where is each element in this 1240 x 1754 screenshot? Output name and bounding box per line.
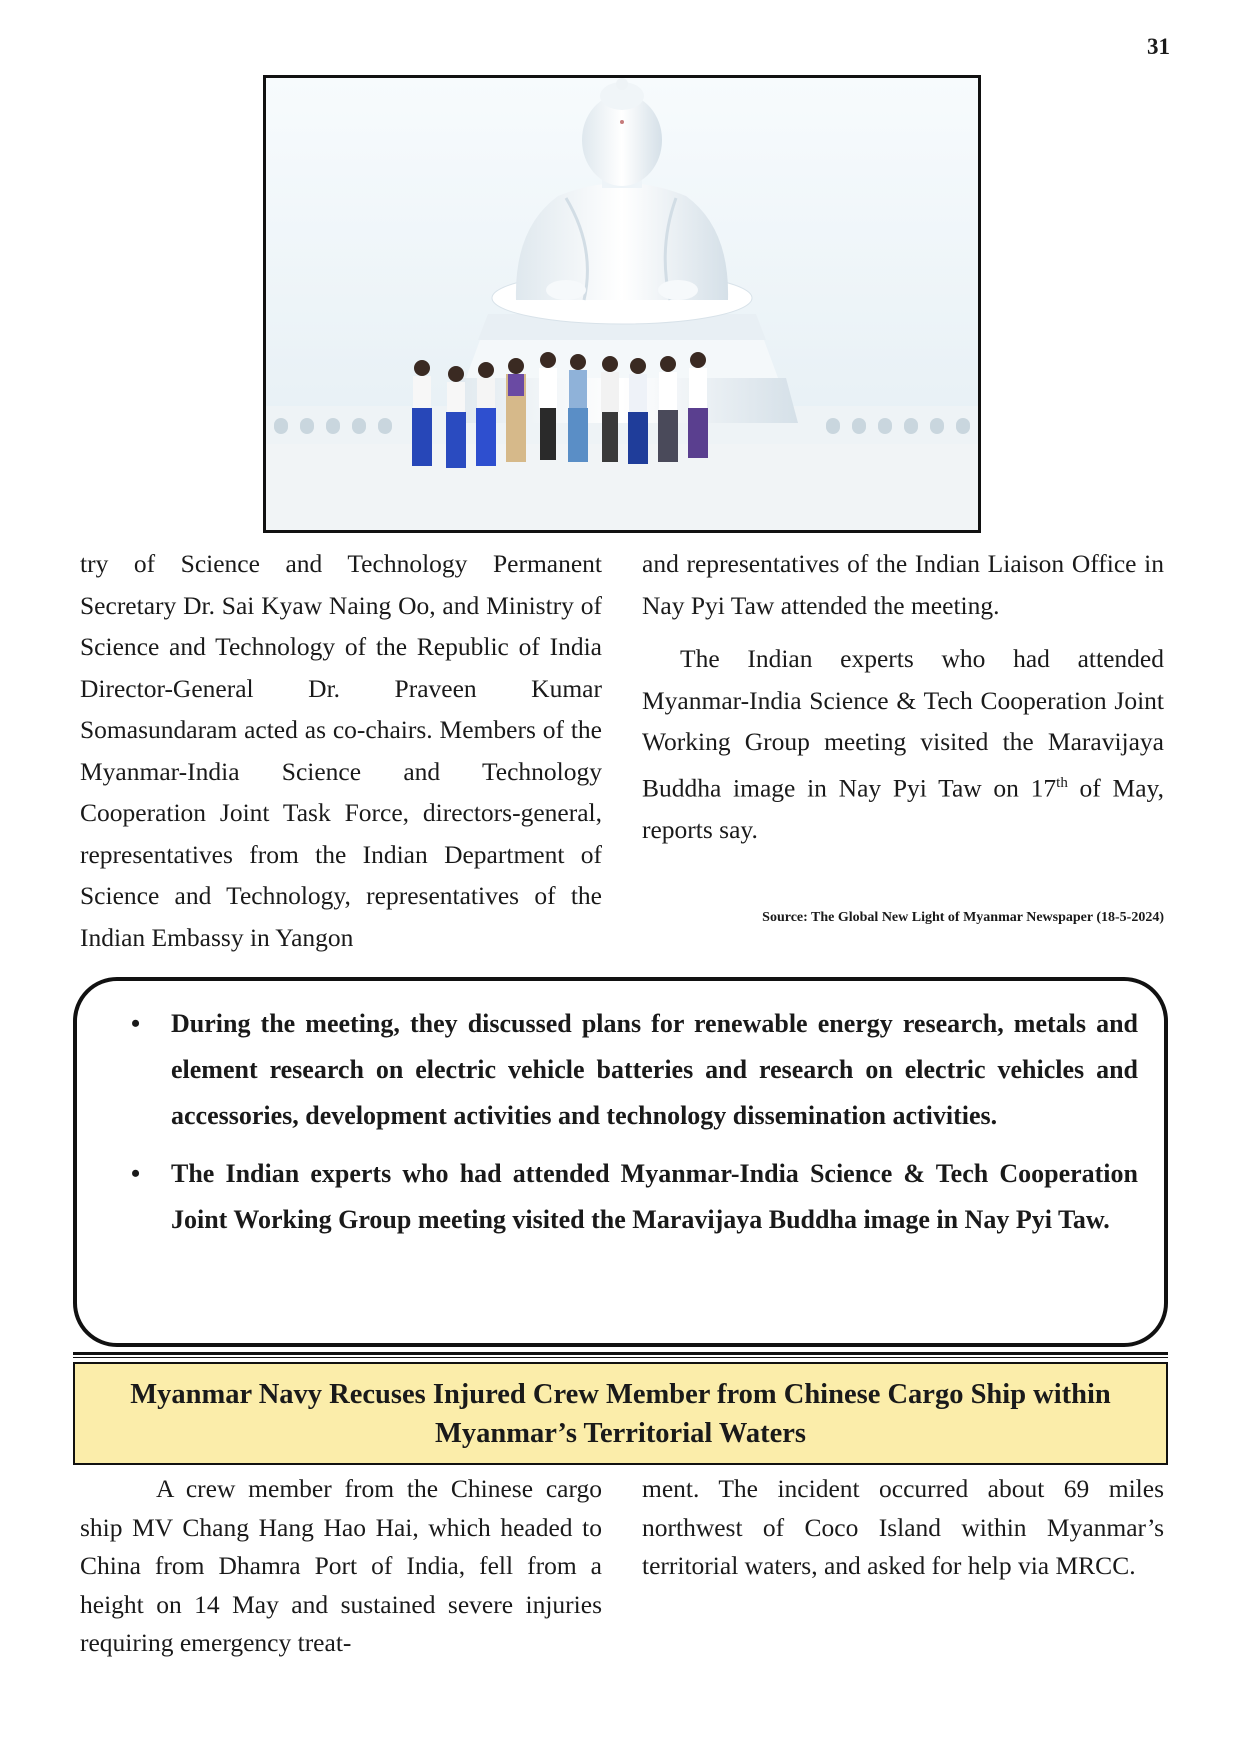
article2-headline bbox=[73, 1362, 1168, 1465]
article2-right-column bbox=[642, 1470, 1164, 1586]
article1-right-paragraph-2 bbox=[642, 638, 1164, 850]
headline-line-2: Myanmar’s Territorial Waters bbox=[435, 1417, 806, 1449]
article2-left-column bbox=[80, 1470, 602, 1663]
article1-source: Source: The Global New Light of Myanmar Newspaper (18-5-2024) bbox=[762, 910, 1164, 925]
ordinal-suffix: th bbox=[1056, 774, 1068, 791]
article2-left-paragraph: A crew member from the Chinese cargo ship MV Chang Hang Hao Hai, which headed to China from Dhamra Port of India, fell from a height on 14 May and sustained severe injuries requiring emergency treat- bbox=[80, 1474, 602, 1657]
headline-line-1: Myanmar Navy Recuses Injured Crew Member from Chinese Cargo Ship within bbox=[130, 1378, 1111, 1410]
article1-right-column bbox=[642, 543, 1164, 850]
section-divider bbox=[73, 1352, 1168, 1355]
highlights-box bbox=[73, 977, 1168, 1347]
paragraph-text-end: of May, reports say. bbox=[642, 773, 1164, 844]
article1-left-column bbox=[80, 543, 602, 958]
highlight-item: • During the meeting, they discussed plans for renewable energy research, metals and element research on electric vehicle batteries and research on electric vehicles and accessories, development activities and technology dissemination activities. bbox=[171, 1001, 1138, 1139]
article-photo bbox=[263, 75, 981, 533]
group-photo-buddha-statue-icon bbox=[266, 78, 978, 530]
section-divider-thin bbox=[73, 1357, 1168, 1358]
article1-left-paragraph: try of Science and Technology Permanent Secretary Dr. Sai Kyaw Naing Oo, and Ministry of Science and Technology of the Republic of India Director-General Dr. Praveen Kumar Somasundaram acted as co-chairs. Members of the Myanmar-India Science and Technology Cooperation Joint Task Force, directors-general, representatives from the Indian Department of Science and Technology, representatives of the Indian Embassy in Yangon bbox=[80, 549, 602, 952]
page-number: 31 bbox=[1147, 34, 1170, 59]
paragraph-text: The Indian experts who had attended Myanmar-India Science & Tech Cooperation Joint Working Group meeting visited the Maravijaya Buddha image in Nay Pyi Taw on 17 bbox=[642, 644, 1164, 802]
highlights-list bbox=[119, 1001, 1138, 1243]
article2-right-paragraph: ment. The incident occurred about 69 miles northwest of Coco Island within Myanmar’s territorial waters, and asked for help via MRCC. bbox=[642, 1474, 1164, 1580]
highlight-item: • The Indian experts who had attended Myanmar-India Science & Tech Cooperation Joint Working Group meeting visited the Maravijaya Buddha image in Nay Pyi Taw. bbox=[171, 1151, 1138, 1243]
article1-right-paragraph-1: and representatives of the Indian Liaison Office in Nay Pyi Taw attended the meeting. bbox=[642, 549, 1164, 620]
